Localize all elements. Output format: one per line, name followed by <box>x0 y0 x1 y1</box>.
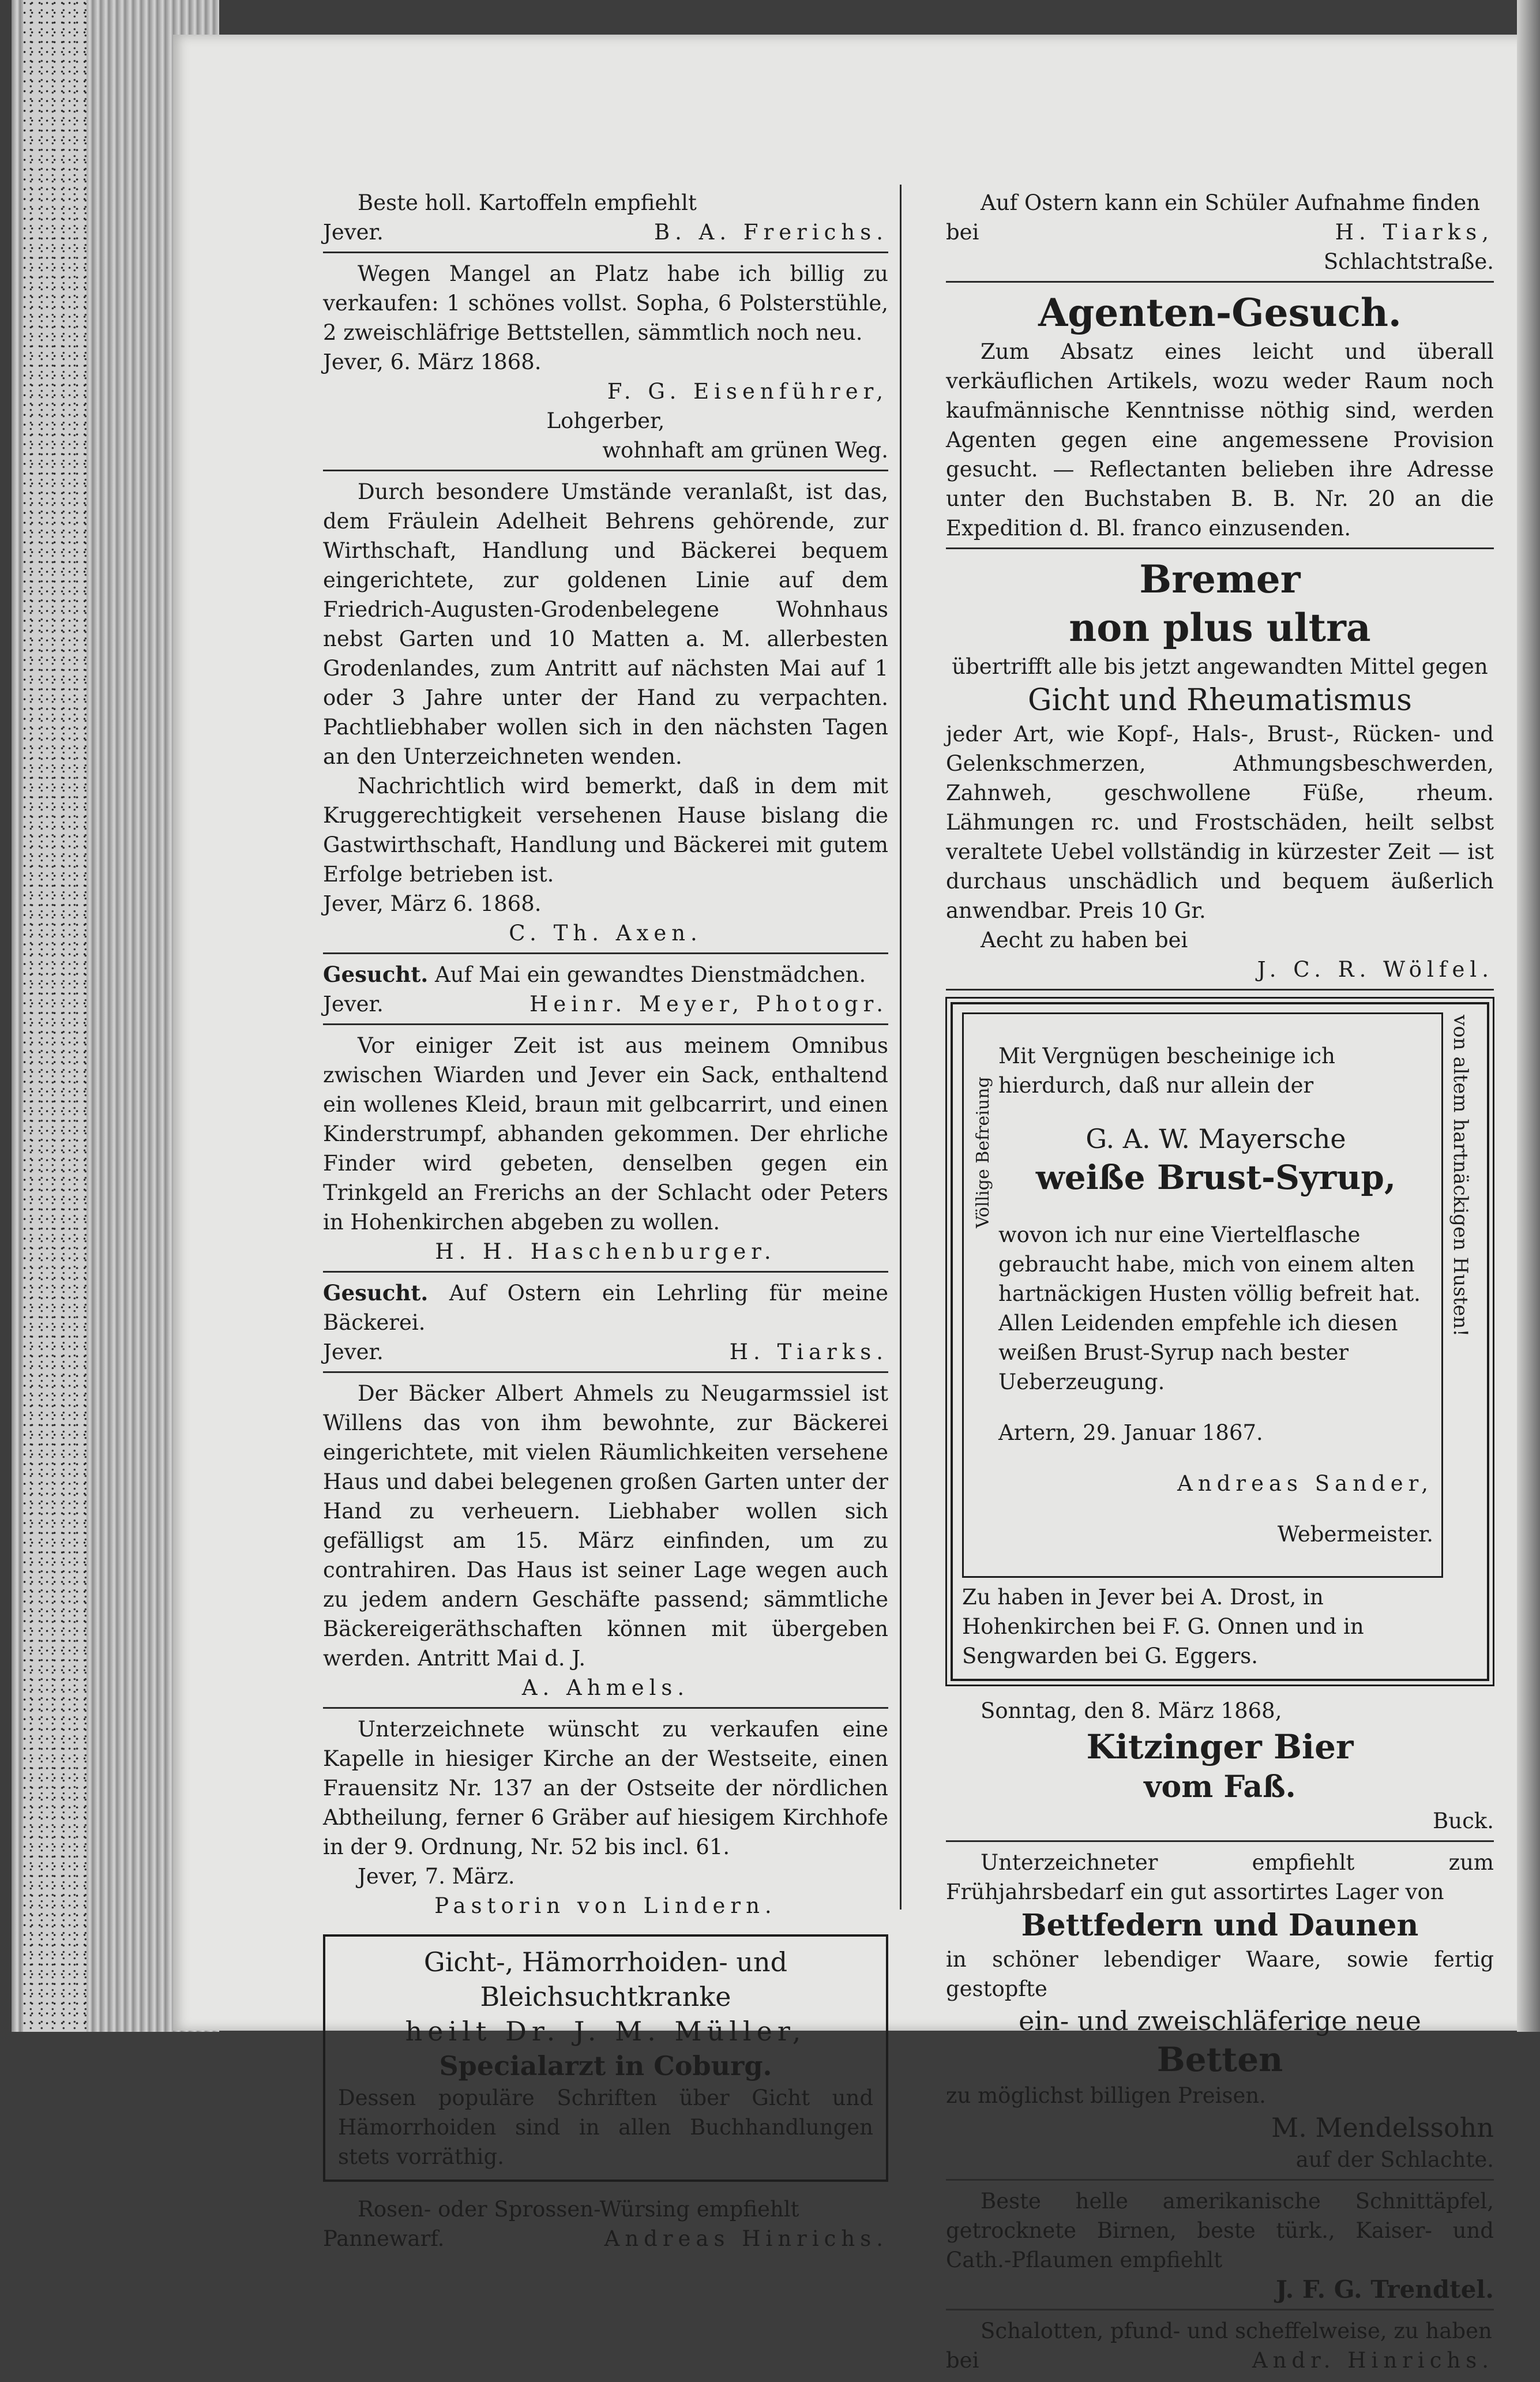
ad-date: Jever, 7. März. <box>358 1864 515 1889</box>
ad-signer: B. A. Frerichs. <box>653 220 888 245</box>
ad-schalotten <box>946 2313 1494 2380</box>
right-column <box>946 185 1494 2382</box>
ad-sopha <box>323 256 888 471</box>
ad-text: Auf Ostern ein Lehrling für meine Bäckerei. <box>323 1281 888 1335</box>
ad-text: Durch besondere Umstände veranlaßt, ist das, dem Fräulein Adelheit Behrens gehörende, zur Wirthschaft, Handlung und Bäckerei bequem eingerichtete, zur goldenen Linie auf dem Friedrich-Augusten-Grodenbelegene Wohnhaus nebst Garten und 10 Matten a. M. allerbesten Grodenlandes, zum Antritt auf nächsten Mai auf 1 oder 3 Jahre unter der Hand zu verpachten. Pachtliebhaber wollen sich in den nächsten Tagen an den Unterzeichneten wenden. <box>323 479 888 769</box>
ad-text: Mit Vergnügen bescheinige ich hierdurch, daß nur allein der <box>998 1044 1336 1098</box>
ad-role: Lohgerber, <box>546 408 665 433</box>
ad-signer: J. C. R. Wölfel. <box>1257 957 1494 982</box>
ad-signer: H. Tiarks, <box>1335 220 1494 245</box>
ad-brustsyrup-box <box>951 1002 1489 1681</box>
ad-text: Vor einiger Zeit ist aus meinem Omnibus zwischen Wiarden und Jever ein Sack, enthaltend ein wollenes Kleid, braun mit gelbcarrirt, und einen Kinderstrumpf, abhanden gekommen. Der ehrliche Finder wird gebeten, denselben gegen ein Trinkgeld an Frerichs an der Schlacht oder Peters in Hohenkirchen abgeben zu wollen. <box>323 1033 888 1235</box>
ad-headline-2: vom Faß. <box>1144 1769 1296 1805</box>
ad-headline-2: ein- und zweischläferige neue <box>1019 2005 1421 2036</box>
ad-headline-3: Gicht und Rheumatismus <box>1028 683 1412 718</box>
ad-prefix: bei <box>946 220 979 245</box>
ad-brustsyrup-inner <box>962 1012 1472 1578</box>
ad-headline-4: Specialarzt in Coburg. <box>439 2050 772 2081</box>
ad-headline-3: heilt Dr. J. M. Müller, <box>405 2016 806 2047</box>
ad-signer: H. Tiarks. <box>729 1340 888 1364</box>
ad-bettfedern <box>946 1844 1494 2181</box>
ad-avail: Aecht zu haben bei <box>981 928 1188 952</box>
ad-headline-2: non plus ultra <box>1069 605 1371 650</box>
ad-address: auf der Schlachte. <box>1295 2147 1494 2172</box>
column-divider <box>900 185 902 1910</box>
ad-brand-1: G. A. W. Mayersche <box>1085 1123 1346 1154</box>
ad-wohnhaus <box>323 474 888 954</box>
ad-text-2: wovon ich nur eine Viertelflasche gebraucht habe, mich von einem alten hartnäckigen Husten völlig befreit hat. Allen Leidenden empfehle ich diesen weißen Brust-Syrup nach bester Ueberzeugung. <box>998 1222 1421 1394</box>
ad-date: Sonntag, den 8. März 1868, <box>981 1698 1282 1723</box>
ad-omnibus <box>323 1027 888 1273</box>
ad-bremer <box>946 552 1494 991</box>
ad-text-2: in schöner lebendiger Waare, sowie fertig gestopfte <box>946 1947 1494 2001</box>
ad-signer: Andreas Sander, <box>1177 1471 1433 1496</box>
ad-side-text-left: Völlige Befreiung <box>973 1076 993 1229</box>
ad-schnittaepfel <box>946 2183 1494 2310</box>
ad-place: Jever. <box>323 220 384 245</box>
ad-side-text-right: von altem hartnäckigen Husten! <box>1449 1014 1472 1337</box>
book-cover-edge <box>23 0 87 2032</box>
ad-brand-2: weiße Brust-Syrup, <box>1035 1158 1396 1197</box>
ad-text-2: Nachrichtlich wird bemerkt, daß in dem mit Kruggerechtigkeit versehenen Hause bislang die Gastwirthschaft, Handlung und Bäckerei mit gutem Erfolge betrieben ist. <box>323 774 888 887</box>
ad-signer: Pastorin von Lindern. <box>434 1893 777 1918</box>
ad-text: Beste helle amerikanische Schnittäpfel, getrocknete Birnen, beste türk., Kaiser- und Cath.-Pflaumen empfiehlt <box>946 2189 1494 2272</box>
ad-place: Jever. <box>323 992 384 1016</box>
ad-text: Unterzeichnete wünscht zu verkaufen eine Kapelle in hiesiger Kirche an der Westseite, einen Frauensitz Nr. 137 an der Ostseite der nördlichen Abtheilung, ferner 6 Gräber auf hiesigem Kirchhofe in der 9. Ordnung, Nr. 52 bis incl. 61. <box>323 1717 888 1859</box>
ad-address: wohnhaft am grünen Weg. <box>602 438 888 463</box>
ad-place: Jever. <box>323 1340 384 1364</box>
ad-schueler <box>946 185 1494 283</box>
ad-label: Gesucht. <box>323 962 429 987</box>
ad-avail: Zu haben in Jever bei A. Drost, in Hohenkirchen bei F. G. Onnen und in Sengwarden bei G. Eggers. <box>962 1585 1364 1668</box>
ad-date: Jever, 6. März 1868. <box>323 350 542 374</box>
ad-gicht-box <box>323 1934 888 2182</box>
ad-text: Rosen- oder Sprossen-Würsing empfiehlt <box>358 2197 799 2222</box>
ad-text: Der Bäcker Albert Ahmels zu Neugarmssiel ist Willens das von ihm bewohnte, zur Bäckerei eingerichtete, mit vielen Räumlichkeiten versehene Haus und dabei belegenen großen Garten unter der Hand zu verheuern. Liebhaber wollen sich gefälligst am 15. März einfinden, um zu contrahiren. Das Haus ist seiner Lage wegen auch zu jedem andern Geschäfte passend; sämmtliche Bäckereigeräthschaften können mit übergeben werden. Antritt Mai d. J. <box>323 1381 888 1671</box>
ad-date: Jever, März 6. 1868. <box>323 891 542 916</box>
ad-dienstmaedchen <box>323 956 888 1025</box>
ad-text: Wegen Mangel an Platz habe ich billig zu verkaufen: 1 schönes vollst. Sopha, 6 Polsterstühle, 2 zweischläfrige Bettstellen, sämmtlich noch neu. <box>323 261 888 345</box>
ad-signer: Andr. Hinrichs. <box>1252 2348 1494 2373</box>
ad-text: Schalotten, pfund- und scheffelweise, zu haben <box>981 2319 1492 2343</box>
ad-headline-3: Betten <box>1156 2040 1283 2079</box>
ad-headline-2: Bleichsuchtkranke <box>480 1981 731 2012</box>
ad-baeckerei <box>323 1375 888 1709</box>
ad-text: Unterzeichneter empfiehlt zum Frühjahrsbedarf ein gut assortirtes Lager von <box>946 1850 1494 1904</box>
ad-headline-1: Bettfedern und Daunen <box>1021 1908 1419 1943</box>
page-shadow <box>1517 0 1540 2032</box>
ad-text: Zum Absatz eines leicht und überall verkäuflichen Artikels, wozu weder Raum noch kaufmännische Kenntnisse nöthig sind, werden Agenten gegen eine angemessene Provision gesucht. — Reflectanten belieben ihre Adresse unter den Buchstaben B. B. Nr. 20 an die Expedition d. Bl. franco einzusenden. <box>946 339 1494 541</box>
ad-text: Dessen populäre Schriften über Gicht und Hämorrhoiden sind in allen Buchhandlungen stets vorräthig. <box>338 2085 873 2169</box>
ad-signer: Andreas Hinrichs. <box>604 2226 888 2251</box>
ad-signer: J. F. G. Trendtel. <box>1276 2275 1494 2304</box>
ad-signer: Buck. <box>1433 1809 1494 1833</box>
ad-headline-1: Kitzinger Bier <box>1086 1727 1354 1766</box>
ad-signer: F. G. Eisenführer, <box>607 379 888 404</box>
ad-address: Schlachtstraße. <box>1323 249 1494 274</box>
ad-place: Pannewarf. <box>323 2226 445 2251</box>
ad-label: Gesucht. <box>323 1280 429 1306</box>
ad-signer: H. H. Haschenburger. <box>435 1239 776 1264</box>
ad-headline: Agenten-Gesuch. <box>1038 290 1402 335</box>
ad-kitzinger <box>946 1693 1494 1842</box>
ad-signer: A. Ahmels. <box>521 1675 690 1700</box>
ad-headline-1: Bremer <box>1139 557 1301 602</box>
ad-text: Auf Ostern kann ein Schüler Aufnahme finden <box>981 190 1481 215</box>
ad-lehrling <box>323 1275 888 1373</box>
ad-signer: C. Th. Axen. <box>509 921 703 946</box>
ad-text-3: zu möglichst billigen Preisen. <box>946 2083 1266 2108</box>
ad-text: jeder Art, wie Kopf-, Hals-, Brust-, Rücken- und Gelenkschmerzen, Athmungsbeschwerden, Zahnweh, geschwollene Füße, rheum. Lähmungen rc. und Frostschäden, heilt selbst veraltete Uebel vollständig in kürzester Zeit — ist durchaus unschädlich und bequem äußerlich anwendbar. Preis 10 Gr. <box>946 722 1494 923</box>
ad-signer: M. Mendelssohn <box>1271 2112 1494 2143</box>
ad-text: Beste holl. Kartoffeln empfiehlt <box>358 190 697 215</box>
ad-lead: übertrifft alle bis jetzt angewandten Mittel gegen <box>952 654 1488 679</box>
ad-agenten <box>946 285 1494 549</box>
ad-date: Artern, 29. Januar 1867. <box>998 1420 1263 1445</box>
ad-text: Auf Mai ein gewandtes Dienstmädchen. <box>435 962 866 987</box>
ad-signer: Heinr. Meyer, Photogr. <box>529 992 888 1016</box>
left-column <box>323 185 888 2260</box>
ad-kapelle <box>323 1711 888 1925</box>
ad-headline-1: Gicht-, Hämorrhoiden- und <box>423 1946 788 1978</box>
ad-wuersing <box>323 2191 888 2258</box>
ad-role: Webermeister. <box>1277 1522 1433 1547</box>
ad-prefix: bei <box>946 2348 979 2373</box>
ad-kartoffeln <box>323 185 888 253</box>
